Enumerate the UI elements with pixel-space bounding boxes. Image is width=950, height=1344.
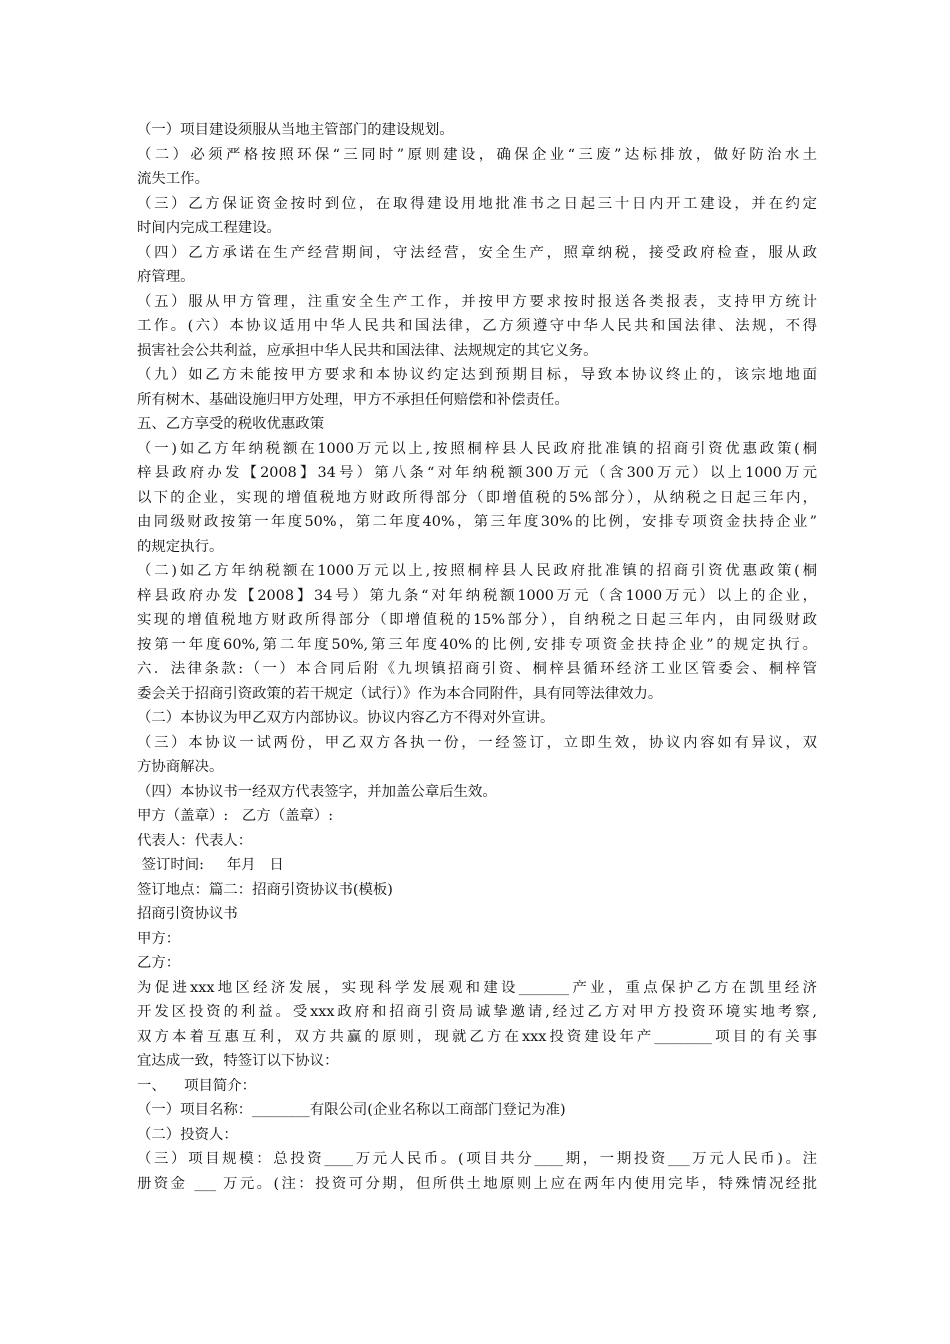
text-line: 府管理。: [137, 269, 195, 285]
text-line: 宜达成一致，特签订以下协议：: [137, 1053, 339, 1069]
text-line: 委会关于招商引资政策的若干规定（试行）》作为本合同附件，具有同等法律效力。: [137, 685, 663, 702]
text-line: （二）必须严格按照环保“三同时”原则建设，确保企业“三废”达标排放，做好防治水土: [137, 146, 817, 163]
text-line: （九）如乙方未能按甲方要求和本协议约定达到预期目标，导致本协议终止的，该宗地地面: [137, 367, 817, 383]
text-line: 损害社会公共利益，应承担中华人民共和国法律、法规规定的其它义务。: [137, 342, 598, 359]
text-line: 签订时间: 年月 日: [137, 857, 284, 873]
text-line: （三）项目规模：总投资____万元人民币。(项目共分____期，一期投资___万元人民币)。注: [137, 1151, 817, 1167]
text-line: 招商引资协议书: [137, 906, 238, 922]
text-line: 方协商解决。: [137, 759, 224, 775]
text-line: 五、乙方享受的税收优惠政策: [137, 416, 325, 432]
text-line: 册资金 ___ 万元。(注：投资可分期，但所供土地原则上应在两年内使用完毕，特殊情况经批: [137, 1175, 817, 1192]
text-line: 甲方（盖章）: 乙方（盖章）:: [137, 808, 334, 824]
text-line: （三）本协议一试两份，甲乙双方各执一份，一经签订，立即生效，协议内容如有异议，双: [137, 734, 817, 751]
text-line: （四）本协议书一经双方代表签字，并加盖公章后生效。: [137, 783, 497, 800]
text-line: （二）本协议为甲乙双方内部协议。协议内容乙方不得对外宣讲。: [137, 710, 555, 726]
text-line: 双方本着互惠互利，双方共赢的原则，现就乙方在xxx投资建设年产________项目的有关事: [137, 1028, 817, 1045]
text-line: 由同级财政按第一年度50%，第二年度40%，第三年度30%的比例，安排专项资金扶持企业”: [137, 514, 817, 530]
text-line: 梓县政府办发【2008】34号）第九条“对年纳税额1000万元（含1000万元）以上的企业，: [137, 587, 817, 604]
text-line: 开发区投资的利益。受xxx政府和招商引资局诚挚邀请,经过乙方对甲方投资环境实地考察,: [137, 1004, 817, 1020]
text-line: 以下的企业，实现的增值税地方财政所得部分（即增值税的5%部分），从纳税之日起三年内，: [137, 489, 817, 506]
text-line: （二)如乙方年纳税额在1000万元以上,按照桐梓县人民政府批准镇的招商引资优惠政策(桐: [137, 563, 817, 579]
text-line: 一、 项目简介：: [137, 1077, 257, 1094]
text-line: 签订地点：篇二：招商引资协议书(模板): [137, 881, 393, 898]
text-line: 工作。(六）本协议适用中华人民共和国法律，乙方须遵守中华人民共和国法律、法规，不得: [137, 318, 817, 334]
text-line: 实现的增值税地方财政所得部分（即增值税的15%部分），自纳税之日起三年内，由同级财政: [137, 612, 817, 628]
text-line: 的规定执行。: [137, 538, 224, 555]
text-line: （一)如乙方年纳税额在1000万元以上,按照桐梓县人民政府批准镇的招商引资优惠政策(桐: [137, 440, 817, 457]
text-line: （五）服从甲方管理，注重安全生产工作，并按甲方要求按时报送各类报表，支持甲方统计: [137, 293, 817, 310]
text-line: （二）投资人：: [137, 1126, 238, 1143]
text-line: （一）项目名称：________有限公司(企业名称以工商部门登记为准): [137, 1102, 566, 1118]
text-line: 代表人：代表人：: [137, 832, 253, 849]
text-line: 甲方：: [137, 930, 181, 947]
document-body: [137, 118, 817, 1196]
text-line: （三）乙方保证资金按时到位，在取得建设用地批准书之日起三十日内开工建设，并在约定: [137, 195, 817, 212]
text-line: 梓县政府办发【2008】34号）第八条“对年纳税额300万元（含300万元）以上1000万元: [137, 465, 817, 481]
text-line: 按第一年度60%,第二年度50%,第三年度40%的比例,安排专项资金扶持企业”的规定执行。: [137, 636, 817, 653]
text-line: （一）项目建设须服从当地主管部门的建设规划。: [137, 122, 454, 138]
text-line: 六．法律条款:（一）本合同后附《九坝镇招商引资、桐梓县循环经济工业区管委会、桐梓管: [137, 661, 817, 677]
text-line: 流失工作。: [137, 171, 209, 187]
text-line: （四）乙方承诺在生产经营期间，守法经营，安全生产，照章纳税，接受政府检查，服从政: [137, 244, 817, 261]
text-line: 所有树木、基础设施归甲方处理，甲方不承担任何赔偿和补偿责任。: [137, 391, 569, 408]
text-line: 时间内完成工程建设。: [137, 220, 281, 236]
text-line: 为促进xxx地区经济发展，实现科学发展观和建设_______产业，重点保护乙方在凯里经济: [137, 979, 817, 996]
text-line: 乙方：: [137, 955, 181, 971]
